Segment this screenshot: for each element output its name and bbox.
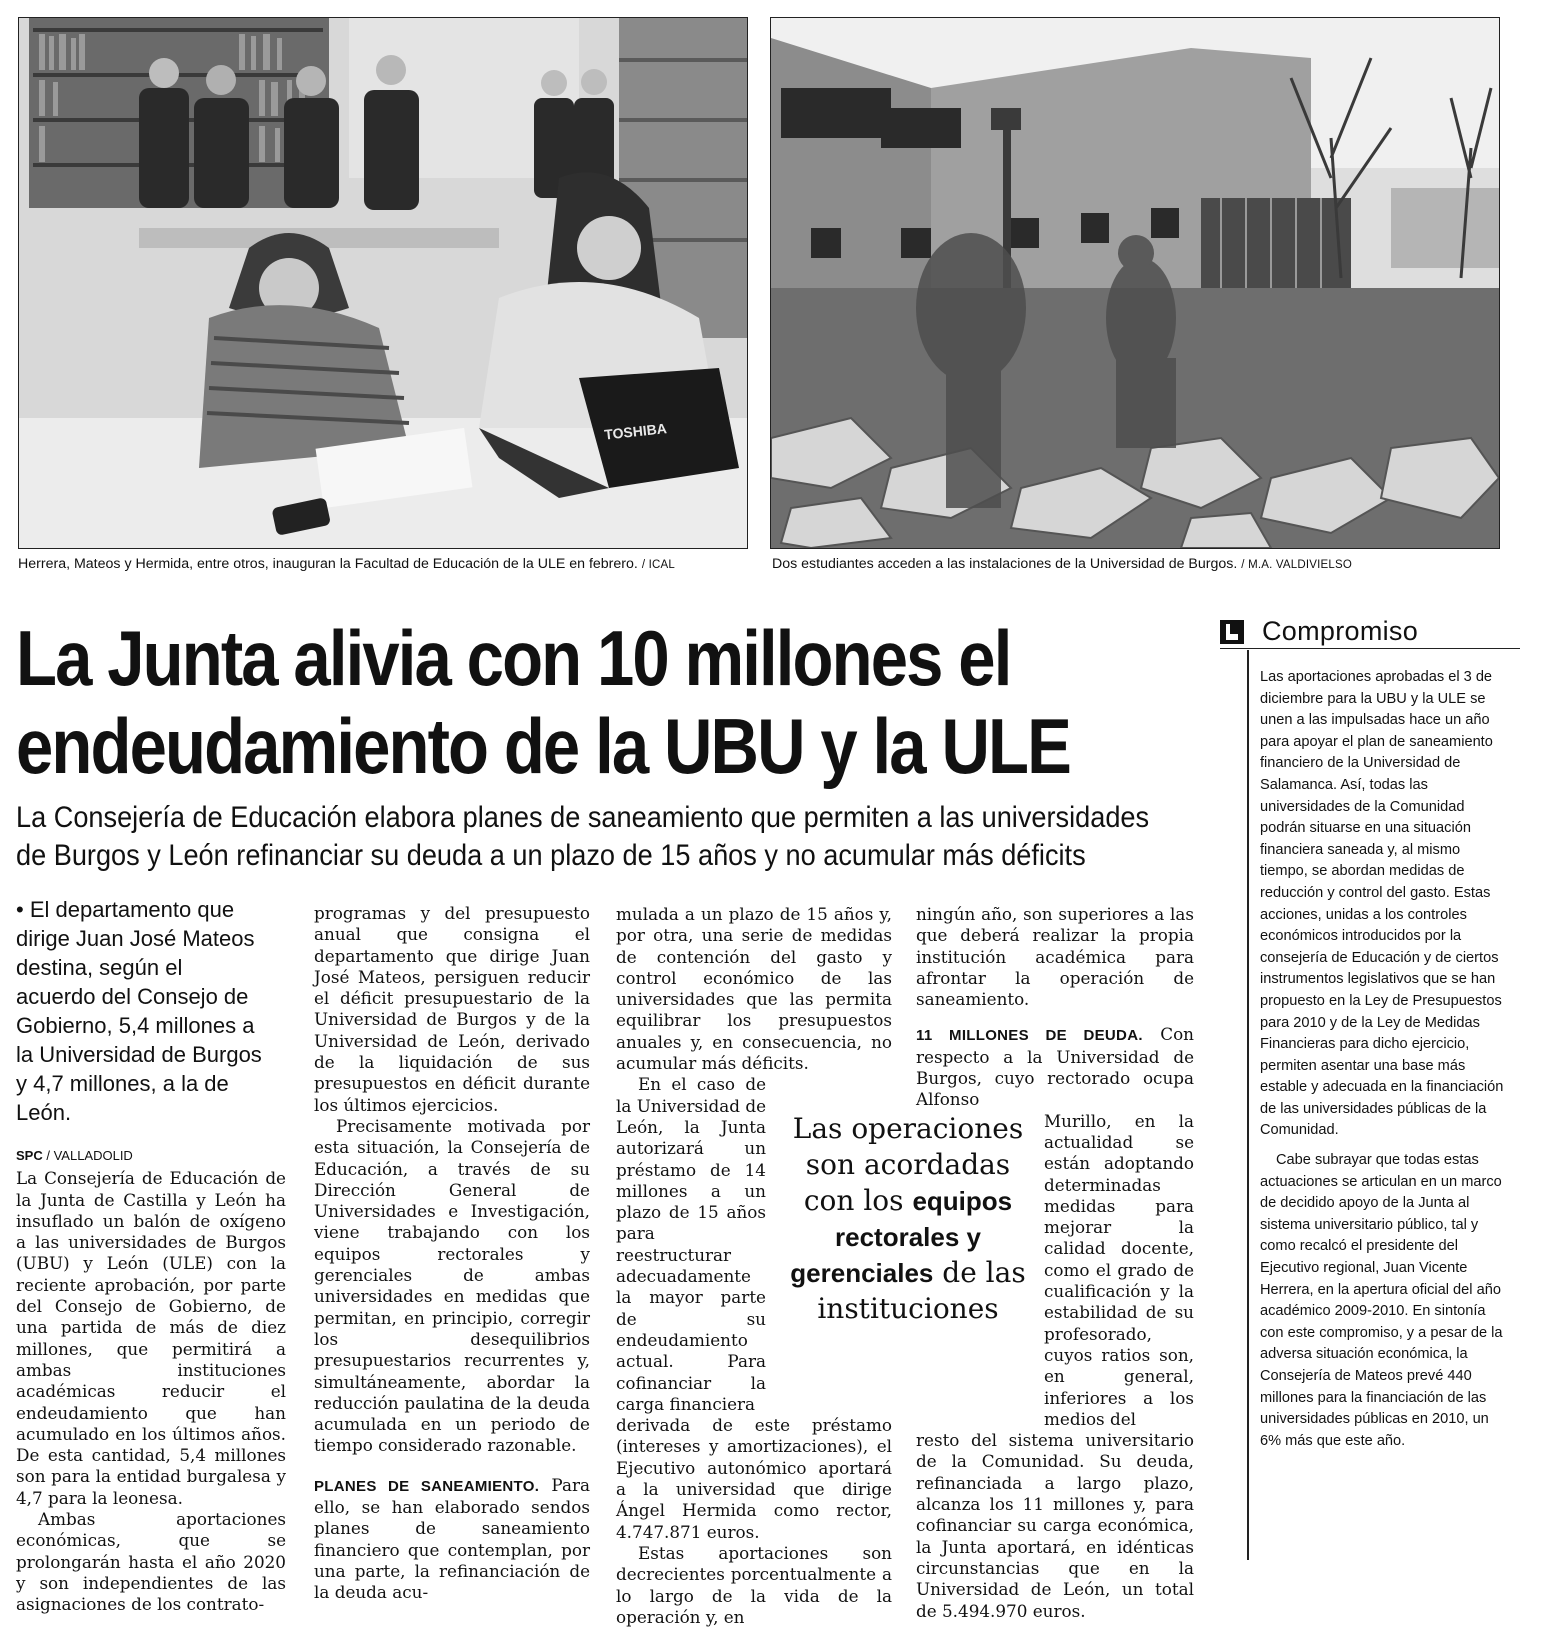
paragraph: programas y del presupuesto anual que consigna el departamento que dirige Juan José Mateos, persiguen reducir el déficit presupuestario de la Universidad de Burgos y de la Universidad de León, derivado de la liquidación de sus presupuestos en déficit durante los últimos ejercicios. [314, 903, 590, 1115]
campus-photo [770, 17, 1500, 549]
paragraph: En el caso de la Universidad de León, la Junta autorizará un préstamo de 14 millones a un plazo de 15 años para reestructurar adecuadamente la mayor parte de su endeudamiento actual. Para cofinanciar la carga financiera [616, 1074, 766, 1414]
paragraph: La Consejería de Educación de la Junta de Castilla y León ha insuflado un balón de oxígeno a las universidades de Burgos (UBU) y León (ULE) con la reciente aprobación, por parte del Consejo de Gobierno, de una partida de más de diez millones, que permitirá a ambas instituciones académicas reducir el endeudamiento que han acumulado en los últimos años. De esta cantidad, 5,4 millones son para la entidad burgalesa y 4,7 para la leonesa. [16, 1168, 286, 1508]
library-photo-illustration [19, 18, 747, 548]
photo-caption-right [772, 555, 1352, 574]
subheadline [16, 799, 1150, 875]
paragraph: resto del sistema universitario de la Comunidad. Su deuda, refinanciada a largo plazo, alcanza los 11 millones y, para cofinanciar su carga económica, la Junta aportará, en idénticas circunstancias que en la Universidad de León, un total de 5.494.970 euros. [916, 1430, 1194, 1621]
caption-text: Dos estudiantes acceden a las instalaciones de la Universidad de Burgos. [772, 556, 1238, 572]
article-column-2 [314, 903, 590, 1604]
sidebar-header [1220, 618, 1520, 649]
section-subtitle: PLANES DE SANEAMIENTO. [314, 1477, 540, 1495]
photo-credit: / M.A. VALDIVIELSO [1241, 559, 1353, 571]
laptop-brand-label: TOSHIBA [603, 420, 668, 443]
pull-quote-text: de las instituciones [817, 1256, 1026, 1325]
article-lead: • El departamento que dirige Juan José Mateos destina, según el acuerdo del Consejo de Gobierno, 5,4 millones a la Universidad de Burgos y 4,7 millones, a la de León. [16, 897, 262, 1125]
paragraph: Precisamente motivada por esta situación, la Consejería de Educación, a través de su Dirección General de Universidades e Investigación, viene trabajando con los equipos rectorales y gerenciales de ambas universidades en medidas que permitan, en principio, corregir los desequilibrios presupuestarios recurrentes y, simultáneamente, abordar la reducción paulatina de la deuda acumulada en un periodo de tiempo considerado razonable. [314, 1115, 590, 1456]
subheadline-line-1: La Consejería de Educación elabora planes de saneamiento que permiten a las universidades [16, 801, 1150, 834]
photo-credit: / ICAL [641, 559, 675, 571]
pull-quote-text: Las operaciones son acordadas con los [792, 1112, 1024, 1217]
paragraph: mulada a un plazo de 15 años y, por otra, una serie de medidas de contención del gasto y control económico de las universidades que las permita equilibrar los presupuestos anuales y, en consecuencia, no acumular más déficits. [616, 904, 892, 1074]
paragraph-text: Para ello, se han elaborado sendos planes de saneamiento financiero que contemplan, por una parte, la refinanciación de la deuda acu- [314, 1474, 590, 1603]
library-photo [18, 17, 748, 549]
sidebar [1260, 667, 1506, 1452]
sidebar-title: Compromiso [1262, 616, 1419, 646]
sidebar-paragraph: Cabe subrayar que todas estas actuaciones se articulan en un marco de decidido apoyo de la Junta al sistema universitario público, tal y como recalcó el presidente del Ejecutivo regional, Juan Vicente Herrera, en la apertura oficial del año académico 2009-2010. En sintonía con este compromiso, y a pesar de la adversa situación económica, la Consejería de Mateos prevé 440 millones para la financiación de las universidades públicas en 2010, un 6% más que este año. [1260, 1152, 1503, 1449]
paragraph-with-subtitle [314, 1475, 590, 1604]
section-logo-icon [1220, 620, 1244, 644]
photo-caption-left [18, 555, 675, 574]
paragraph-with-subtitle [916, 1024, 1194, 1110]
sidebar-paragraph: Las aportaciones aprobadas el 3 de diciembre para la UBU y la ULE se unen a las impulsadas hace un año para apoyar el plan de saneamiento financiero de la Universidad de Salamanca. Así, todas las universidades de la Comunidad podrán situarse en una situación financiera saneada y, al mismo tiempo, se abordan medidas de reducción y control del gasto. Estas acciones, unidas a los controles económicos introducidos por la consejería de Educación y de ciertos instrumentos legislativos que se han propuesto en la Ley de Presupuestos para 2010 y de la Ley de Medidas Financieras para dicho ejercicio, permiten asentar una base más estable y adecuada en la financiación de las universidades públicas de la Comunidad. [1260, 669, 1504, 1139]
paragraph: Estas aportaciones son decrecientes porcentualmente a lo largo de la vida de la operación y, en [616, 1542, 892, 1627]
byline-agency: SPC [16, 1148, 43, 1163]
campus-photo-illustration [771, 18, 1499, 548]
byline-place: / VALLADOLID [46, 1148, 133, 1163]
paragraph: derivada de este préstamo (intereses y amortizaciones), el Ejecutivo autonómico aportará a la universidad que dirige Ángel Hermida como rector, 4.747.871 euros. [616, 1415, 892, 1542]
headline [16, 614, 1070, 790]
pull-quote [784, 1111, 1032, 1341]
headline-line-1: La Junta alivia con 10 millones el [16, 614, 1011, 702]
paragraph: ningún año, son superiores a las que deberá realizar la propia institución académica para afrontar la operación de saneamiento. [916, 904, 1194, 1010]
sidebar-divider [1247, 650, 1249, 1560]
section-subtitle: 11 MILLONES DE DEUDA. [916, 1027, 1143, 1045]
byline [16, 1145, 286, 1166]
paragraph: Ambas aportaciones económicas, que se prolongarán hasta el año 2020 y son independientes de las asignaciones de los contrato- [16, 1509, 286, 1615]
paragraph: Murillo, en la actualidad se están adoptando determinadas medidas para mejorar la calidad docente, como el grado de cualificación y la estabilidad de su profesorado, cuyos ratios son, en general, inferiores a los medios del [1044, 1110, 1194, 1429]
caption-text: Herrera, Mateos y Hermida, entre otros, inauguran la Facultad de Educación de la ULE en febrero. [18, 556, 638, 572]
pull-quote-emphasis: equipos rectorales y gerenciales [790, 1186, 1013, 1288]
article-column-1 [16, 895, 286, 1616]
paragraph-text: Con respecto a la Universidad de Burgos, cuyo rectorado ocupa Alfonso [916, 1024, 1194, 1110]
subheadline-line-2: de Burgos y León refinanciar su deuda a un plazo de 15 años y no acumular más déficits [16, 839, 1086, 872]
headline-line-2: endeudamiento de la UBU y la ULE [16, 702, 1070, 790]
